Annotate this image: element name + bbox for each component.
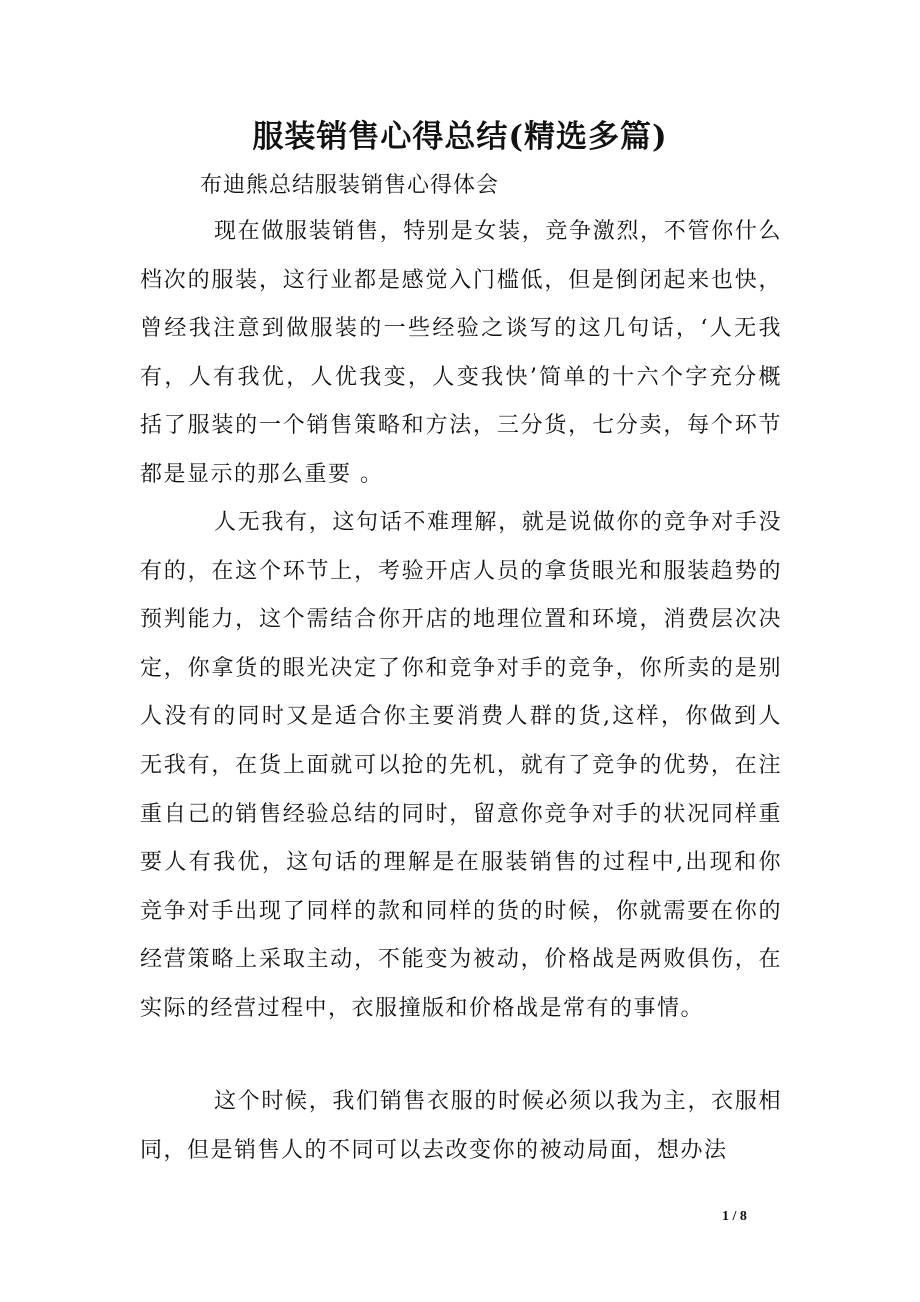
paragraph-3: 这个时候，我们销售衣服的时候必须以我为主，衣服相同，但是销售人的不同可以去改变你的被动局面，想办法 xyxy=(140,1089,782,1163)
document-title: 服装销售心得总结(精选多篇) xyxy=(252,119,668,155)
paragraph-2: 人无我有，这句话不难理解，就是说做你的竞争对手没有的，在这个环节上，考验开店人员的拿货眼光和服装趋势的预判能力，这个需结合你开店的地理位置和环境，消费层次决定，你拿货的眼光决定了你和竞争对手的竞争，你所卖的是别人没有的同时又是适合你主要消费人群的货,这样，你做到人无我有，在货上面就可以抢的先机，就有了竞争的优势，在注重自己的销售经验总结的同时，留意你竞争对手的状况同样重要人有我优，这句话的理解是在服装销售的过程中,出现和你竞争对手出现了同样的款和同样的货的时候，你就需要在你的经营策略上采取主动，不能变为被动，价格战是两败俱伤，在实际的经营过程中，衣服撞版和价格战是常有的事情。 xyxy=(140,510,782,1021)
document-subtitle: 布迪熊总结服装销售心得体会 xyxy=(200,173,500,198)
page-number: 1 / 8 xyxy=(722,1209,747,1224)
paragraph-1: 现在做服装销售，特别是女装，竞争激烈，不管你什么档次的服装，这行业都是感觉入门槛低，但是倒闭起来也快，曾经我注意到做服装的一些经验之谈写的这几句话，‘人无我有，人有我优，人优我变，人变我快’简单的十六个字充分概括了服装的一个销售策略和方法，三分货，七分卖，每个环节都是显示的那么重要 。 xyxy=(140,219,782,487)
